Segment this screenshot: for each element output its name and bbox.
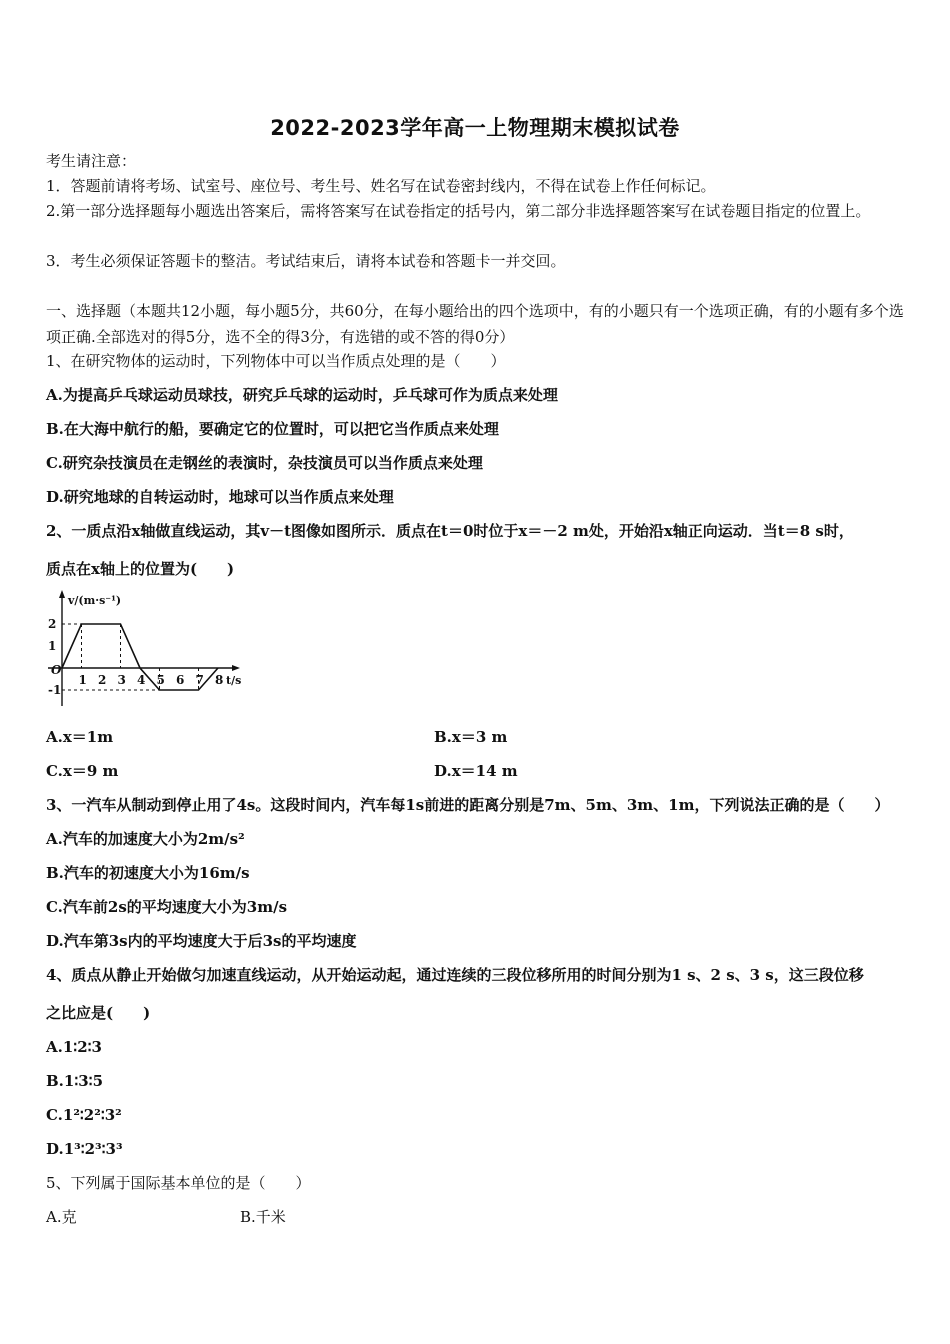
question-4-stem-line2: 之比应是( )	[46, 1004, 151, 1022]
question-4-stem-line1: 4、质点从静止开始做匀加速直线运动，从开始运动起，通过连续的三段位移所用的时间分别为1 s、2 s、3 s，这三段位移	[46, 966, 864, 984]
notice-item-2: 2.第一部分选择题每小题选出答案后，需将答案写在试卷指定的括号内，第二部分非选择题答案写在试卷题目指定的位置上。	[46, 202, 871, 220]
question-2-stem-line1: 2、一质点沿x轴做直线运动，其v－t图像如图所示．质点在t＝0时位于x＝－2 m处，开始沿x轴正向运动．当t＝8 s时，	[46, 522, 854, 540]
vt-graph-y-arrow	[59, 590, 65, 598]
vt-x-tick-label: 8	[215, 673, 224, 687]
question-3-option-d: D.汽车第3s内的平均速度大于后3s的平均速度	[46, 932, 357, 950]
question-3-stem: 3、一汽车从制动到停止用了4s。这段时间内，汽车每1s前进的距离分别是7m、5m、3m、1m，下列说法正确的是（ ）	[46, 796, 890, 814]
vt-graph	[44, 588, 254, 713]
vt-graph-x-arrow	[232, 665, 240, 671]
vt-y-tick-label: 2	[48, 617, 57, 631]
question-1-stem: 1、在研究物体的运动时，下列物体中可以当作质点处理的是（ ）	[46, 352, 506, 370]
question-4-option-a: A.1∶2∶3	[46, 1038, 102, 1056]
vt-x-tick-label: 2	[98, 673, 107, 687]
question-2-option-a: A.x＝1m	[46, 728, 114, 746]
question-2-option-d: D.x＝14 m	[434, 762, 518, 780]
vt-y-tick-label: 1	[48, 639, 57, 653]
question-4-option-b: B.1∶3∶5	[46, 1072, 104, 1090]
vt-x-tick-label: 3	[117, 673, 126, 687]
question-1-option-d: D.研究地球的自转运动时，地球可以当作质点来处理	[46, 488, 394, 506]
question-1-option-c: C.研究杂技演员在走钢丝的表演时，杂技演员可以当作质点来处理	[46, 454, 483, 472]
question-3-option-b: B.汽车的初速度大小为16m/s	[46, 864, 250, 882]
question-2-option-c: C.x＝9 m	[46, 762, 119, 780]
question-3-option-a: A.汽车的加速度大小为2m/s²	[46, 830, 245, 848]
question-2-stem-line2: 质点在x轴上的位置为( )	[46, 560, 235, 578]
exam-title: 2022-2023学年高一上物理期末模拟试卷	[270, 116, 680, 140]
question-1-option-a: A.为提高乒乓球运动员球技，研究乒乓球的运动时，乒乓球可作为质点来处理	[46, 386, 558, 404]
vt-graph-y-axis-label: v/(m·s⁻¹)	[68, 594, 122, 607]
vt-x-tick-label: 5	[156, 673, 165, 687]
notice-item-3: 3．考生必须保证答题卡的整洁。考试结束后，请将本试卷和答题卡一并交回。	[46, 252, 566, 270]
vt-x-tick-label: 1	[78, 673, 87, 687]
question-2-option-b: B.x＝3 m	[434, 728, 508, 746]
question-5-stem: 5、下列属于国际基本单位的是（ ）	[46, 1174, 311, 1192]
vt-x-tick-label: 4	[137, 673, 146, 687]
question-5-option-a: A.克	[46, 1208, 77, 1226]
section-1-heading: 一、选择题（本题共12小题，每小题5分，共60分，在每小题给出的四个选项中，有的小题只有一个选项正确，有的小题有多个选项正确.全部选对的得5分，选不全的得3分，有选错的或不答的得0分）	[46, 302, 904, 346]
vt-x-tick-label: 6	[176, 673, 185, 687]
notice-heading: 考生请注意：	[46, 152, 137, 170]
question-3-option-c: C.汽车前2s的平均速度大小为3m/s	[46, 898, 288, 916]
vt-graph-origin-label: O	[51, 663, 62, 677]
vt-graph-x-axis-label: t/s	[226, 674, 242, 687]
question-4-option-c: C.1²∶2²∶3²	[46, 1106, 122, 1124]
question-5-option-b: B.千米	[240, 1208, 286, 1226]
question-1-option-b: B.在大海中航行的船，要确定它的位置时，可以把它当作质点来处理	[46, 420, 499, 438]
vt-y-tick-label: -1	[48, 683, 62, 697]
question-4-option-d: D.1³∶2³∶3³	[46, 1140, 123, 1158]
vt-x-tick-label: 7	[195, 673, 204, 687]
notice-item-1: 1．答题前请将考场、试室号、座位号、考生号、姓名写在试卷密封线内，不得在试卷上作任何标记。	[46, 177, 716, 195]
